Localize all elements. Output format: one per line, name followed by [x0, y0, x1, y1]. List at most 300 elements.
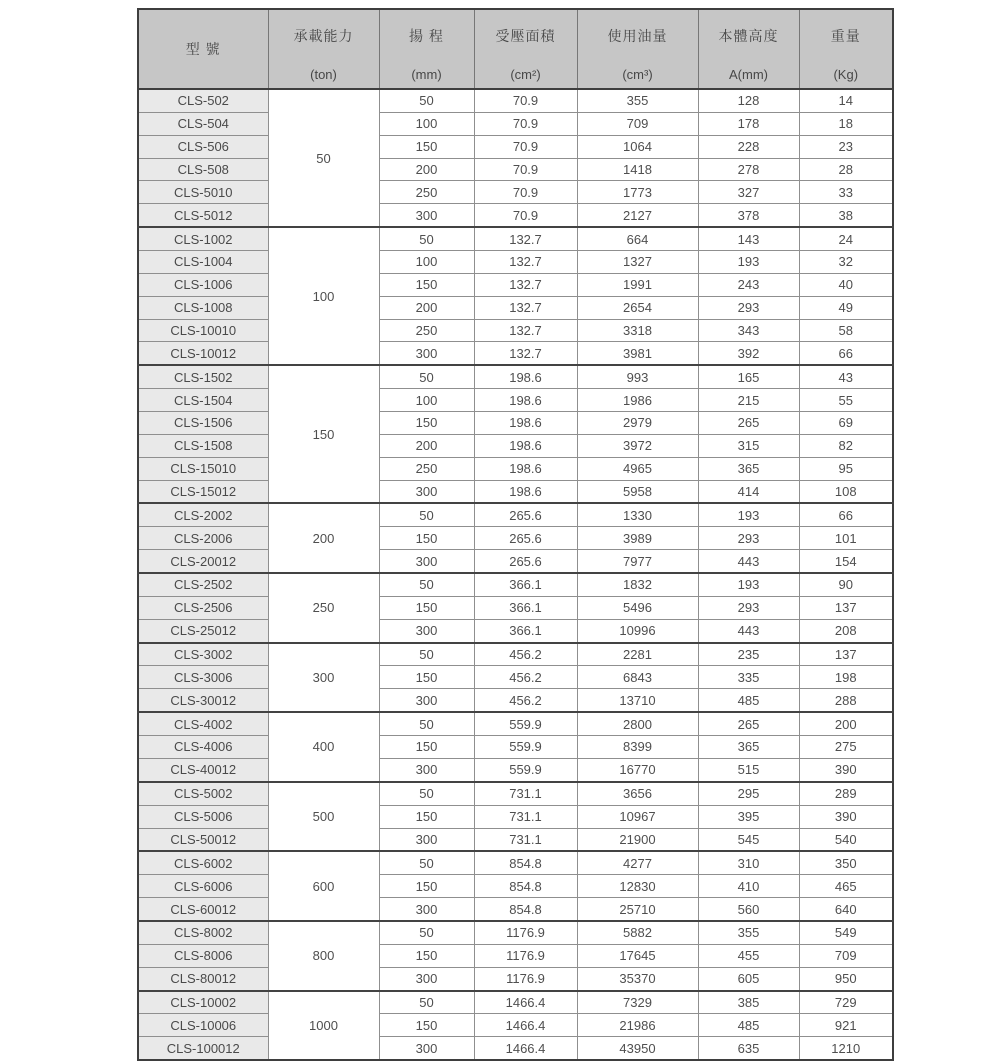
value-cell: 12830 — [577, 875, 698, 898]
value-cell: 640 — [799, 898, 893, 921]
value-cell: 66 — [799, 342, 893, 365]
model-cell: CLS-30012 — [138, 689, 268, 712]
capacity-cell: 1000 — [268, 991, 379, 1061]
table-row — [138, 666, 893, 689]
capacity-cell: 150 — [268, 365, 379, 503]
value-cell: 32 — [799, 251, 893, 274]
column-unit: (Kg) — [833, 67, 859, 82]
value-cell: 300 — [379, 204, 474, 227]
value-cell: 70.9 — [474, 158, 577, 181]
value-cell: 2800 — [577, 712, 698, 735]
header-row — [138, 9, 893, 89]
table-row — [138, 805, 893, 828]
value-cell: 17645 — [577, 944, 698, 967]
model-cell: CLS-504 — [138, 112, 268, 135]
value-cell: 300 — [379, 898, 474, 921]
value-cell: 43 — [799, 365, 893, 388]
column-title: 受壓面積 — [495, 28, 556, 44]
value-cell: 150 — [379, 944, 474, 967]
value-cell: 4965 — [577, 457, 698, 480]
value-cell: 100 — [379, 251, 474, 274]
value-cell: 731.1 — [474, 828, 577, 851]
value-cell: 1991 — [577, 273, 698, 296]
column-unit: (cm³) — [622, 67, 653, 82]
value-cell: 392 — [698, 342, 799, 365]
value-cell: 150 — [379, 805, 474, 828]
value-cell: 343 — [698, 319, 799, 342]
value-cell: 854.8 — [474, 875, 577, 898]
value-cell: 165 — [698, 365, 799, 388]
value-cell: 43950 — [577, 1037, 698, 1060]
value-cell: 50 — [379, 503, 474, 526]
value-cell: 200 — [379, 296, 474, 319]
value-cell: 278 — [698, 158, 799, 181]
value-cell: 150 — [379, 666, 474, 689]
table-row — [138, 412, 893, 435]
model-cell: CLS-2006 — [138, 527, 268, 550]
value-cell: 143 — [698, 227, 799, 250]
value-cell: 243 — [698, 273, 799, 296]
value-cell: 456.2 — [474, 643, 577, 666]
value-cell: 410 — [698, 875, 799, 898]
value-cell: 731.1 — [474, 805, 577, 828]
value-cell: 265 — [698, 712, 799, 735]
value-cell: 50 — [379, 89, 474, 112]
model-cell: CLS-502 — [138, 89, 268, 112]
value-cell: 28 — [799, 158, 893, 181]
model-cell: CLS-15010 — [138, 457, 268, 480]
model-cell: CLS-5006 — [138, 805, 268, 828]
table-row — [138, 112, 893, 135]
value-cell: 545 — [698, 828, 799, 851]
model-cell: CLS-508 — [138, 158, 268, 181]
value-cell: 293 — [698, 596, 799, 619]
value-cell: 198.6 — [474, 412, 577, 435]
table-row — [138, 758, 893, 781]
model-cell: CLS-60012 — [138, 898, 268, 921]
col-header-capacity — [268, 9, 379, 89]
model-cell: CLS-40012 — [138, 758, 268, 781]
value-cell: 1064 — [577, 135, 698, 158]
value-cell: 132.7 — [474, 342, 577, 365]
model-cell: CLS-10012 — [138, 342, 268, 365]
model-cell: CLS-1504 — [138, 389, 268, 412]
column-title: 揚 程 — [409, 28, 444, 44]
value-cell: 69 — [799, 412, 893, 435]
value-cell: 456.2 — [474, 666, 577, 689]
column-title: 承載能力 — [293, 28, 354, 44]
value-cell: 198 — [799, 666, 893, 689]
value-cell: 300 — [379, 828, 474, 851]
value-cell: 128 — [698, 89, 799, 112]
model-cell: CLS-1506 — [138, 412, 268, 435]
column-unit: A(mm) — [729, 67, 768, 82]
value-cell: 193 — [698, 251, 799, 274]
model-cell: CLS-1502 — [138, 365, 268, 388]
value-cell: 390 — [799, 758, 893, 781]
value-cell: 3972 — [577, 434, 698, 457]
value-cell: 293 — [698, 296, 799, 319]
value-cell: 355 — [698, 921, 799, 944]
value-cell: 193 — [698, 573, 799, 596]
value-cell: 1176.9 — [474, 944, 577, 967]
value-cell: 605 — [698, 967, 799, 990]
value-cell: 664 — [577, 227, 698, 250]
table-row — [138, 875, 893, 898]
value-cell: 549 — [799, 921, 893, 944]
table-row — [138, 782, 893, 805]
value-cell: 198.6 — [474, 389, 577, 412]
table-row — [138, 1037, 893, 1060]
value-cell: 208 — [799, 619, 893, 642]
value-cell: 3318 — [577, 319, 698, 342]
value-cell: 50 — [379, 851, 474, 874]
value-cell: 13710 — [577, 689, 698, 712]
table-row — [138, 296, 893, 319]
value-cell: 854.8 — [474, 851, 577, 874]
value-cell: 335 — [698, 666, 799, 689]
table-row — [138, 596, 893, 619]
value-cell: 50 — [379, 573, 474, 596]
value-cell: 300 — [379, 967, 474, 990]
value-cell: 465 — [799, 875, 893, 898]
table-row — [138, 527, 893, 550]
value-cell: 1832 — [577, 573, 698, 596]
value-cell: 921 — [799, 1014, 893, 1037]
table-row — [138, 204, 893, 227]
value-cell: 2281 — [577, 643, 698, 666]
value-cell: 198.6 — [474, 365, 577, 388]
model-cell: CLS-50012 — [138, 828, 268, 851]
value-cell: 95 — [799, 457, 893, 480]
model-cell: CLS-2002 — [138, 503, 268, 526]
model-cell: CLS-1008 — [138, 296, 268, 319]
model-cell: CLS-3002 — [138, 643, 268, 666]
value-cell: 414 — [698, 480, 799, 503]
table-row — [138, 898, 893, 921]
value-cell: 132.7 — [474, 251, 577, 274]
value-cell: 1330 — [577, 503, 698, 526]
value-cell: 3981 — [577, 342, 698, 365]
value-cell: 100 — [379, 389, 474, 412]
model-cell: CLS-10006 — [138, 1014, 268, 1037]
value-cell: 559.9 — [474, 736, 577, 759]
model-cell: CLS-2506 — [138, 596, 268, 619]
value-cell: 378 — [698, 204, 799, 227]
value-cell: 228 — [698, 135, 799, 158]
value-cell: 154 — [799, 550, 893, 573]
value-cell: 7977 — [577, 550, 698, 573]
table-row — [138, 342, 893, 365]
value-cell: 854.8 — [474, 898, 577, 921]
value-cell: 40 — [799, 273, 893, 296]
value-cell: 50 — [379, 227, 474, 250]
value-cell: 235 — [698, 643, 799, 666]
value-cell: 8399 — [577, 736, 698, 759]
value-cell: 250 — [379, 181, 474, 204]
value-cell: 443 — [698, 550, 799, 573]
model-cell: CLS-4006 — [138, 736, 268, 759]
model-cell: CLS-5012 — [138, 204, 268, 227]
value-cell: 38 — [799, 204, 893, 227]
table-row — [138, 689, 893, 712]
value-cell: 150 — [379, 135, 474, 158]
value-cell: 3989 — [577, 527, 698, 550]
value-cell: 10967 — [577, 805, 698, 828]
table-row — [138, 227, 893, 250]
value-cell: 198.6 — [474, 480, 577, 503]
value-cell: 385 — [698, 991, 799, 1014]
table-row — [138, 944, 893, 967]
capacity-cell: 300 — [268, 643, 379, 713]
table-row — [138, 619, 893, 642]
table-row — [138, 550, 893, 573]
value-cell: 1176.9 — [474, 967, 577, 990]
model-cell: CLS-6002 — [138, 851, 268, 874]
value-cell: 50 — [379, 782, 474, 805]
value-cell: 390 — [799, 805, 893, 828]
value-cell: 150 — [379, 596, 474, 619]
table-row — [138, 365, 893, 388]
value-cell: 1466.4 — [474, 1037, 577, 1060]
capacity-cell: 50 — [268, 89, 379, 227]
spec-table — [137, 8, 894, 1061]
value-cell: 300 — [379, 550, 474, 573]
value-cell: 485 — [698, 1014, 799, 1037]
col-header-weight — [799, 9, 893, 89]
value-cell: 5496 — [577, 596, 698, 619]
model-cell: CLS-2502 — [138, 573, 268, 596]
table-row — [138, 1014, 893, 1037]
table-row — [138, 921, 893, 944]
table-row — [138, 828, 893, 851]
table-row — [138, 158, 893, 181]
value-cell: 18 — [799, 112, 893, 135]
table-row — [138, 135, 893, 158]
value-cell: 366.1 — [474, 596, 577, 619]
value-cell: 3656 — [577, 782, 698, 805]
value-cell: 1986 — [577, 389, 698, 412]
value-cell: 250 — [379, 319, 474, 342]
table-row — [138, 643, 893, 666]
value-cell: 293 — [698, 527, 799, 550]
table-row — [138, 736, 893, 759]
value-cell: 6843 — [577, 666, 698, 689]
model-cell: CLS-100012 — [138, 1037, 268, 1060]
value-cell: 200 — [379, 434, 474, 457]
value-cell: 198.6 — [474, 434, 577, 457]
value-cell: 731.1 — [474, 782, 577, 805]
value-cell: 300 — [379, 480, 474, 503]
value-cell: 66 — [799, 503, 893, 526]
value-cell: 21986 — [577, 1014, 698, 1037]
value-cell: 265.6 — [474, 550, 577, 573]
table-row — [138, 851, 893, 874]
value-cell: 198.6 — [474, 457, 577, 480]
value-cell: 2127 — [577, 204, 698, 227]
model-cell: CLS-1508 — [138, 434, 268, 457]
model-cell: CLS-6006 — [138, 875, 268, 898]
model-cell: CLS-8002 — [138, 921, 268, 944]
value-cell: 635 — [698, 1037, 799, 1060]
model-cell: CLS-4002 — [138, 712, 268, 735]
value-cell: 137 — [799, 643, 893, 666]
table-row — [138, 181, 893, 204]
value-cell: 10996 — [577, 619, 698, 642]
value-cell: 200 — [799, 712, 893, 735]
capacity-cell: 200 — [268, 503, 379, 573]
value-cell: 150 — [379, 1014, 474, 1037]
value-cell: 150 — [379, 527, 474, 550]
value-cell: 365 — [698, 457, 799, 480]
value-cell: 250 — [379, 457, 474, 480]
table-row — [138, 89, 893, 112]
col-header-stroke — [379, 9, 474, 89]
value-cell: 150 — [379, 875, 474, 898]
value-cell: 132.7 — [474, 319, 577, 342]
value-cell: 24 — [799, 227, 893, 250]
model-cell: CLS-1006 — [138, 273, 268, 296]
table-row — [138, 712, 893, 735]
table-row — [138, 457, 893, 480]
model-cell: CLS-8006 — [138, 944, 268, 967]
value-cell: 559.9 — [474, 712, 577, 735]
model-cell: CLS-10002 — [138, 991, 268, 1014]
model-cell: CLS-3006 — [138, 666, 268, 689]
model-cell: CLS-10010 — [138, 319, 268, 342]
table-row — [138, 251, 893, 274]
model-cell: CLS-5010 — [138, 181, 268, 204]
value-cell: 5958 — [577, 480, 698, 503]
table-row — [138, 991, 893, 1014]
value-cell: 1176.9 — [474, 921, 577, 944]
value-cell: 150 — [379, 736, 474, 759]
model-cell: CLS-20012 — [138, 550, 268, 573]
table-row — [138, 273, 893, 296]
value-cell: 265 — [698, 412, 799, 435]
value-cell: 456.2 — [474, 689, 577, 712]
value-cell: 729 — [799, 991, 893, 1014]
value-cell: 70.9 — [474, 135, 577, 158]
value-cell: 289 — [799, 782, 893, 805]
value-cell: 55 — [799, 389, 893, 412]
value-cell: 365 — [698, 736, 799, 759]
capacity-cell: 500 — [268, 782, 379, 852]
col-header-pressure-area — [474, 9, 577, 89]
value-cell: 540 — [799, 828, 893, 851]
value-cell: 993 — [577, 365, 698, 388]
value-cell: 132.7 — [474, 296, 577, 319]
value-cell: 366.1 — [474, 573, 577, 596]
column-title: 本體高度 — [718, 28, 779, 44]
model-cell: CLS-1002 — [138, 227, 268, 250]
model-cell: CLS-5002 — [138, 782, 268, 805]
model-cell: CLS-15012 — [138, 480, 268, 503]
value-cell: 4277 — [577, 851, 698, 874]
column-title: 重量 — [830, 28, 861, 44]
value-cell: 50 — [379, 365, 474, 388]
value-cell: 275 — [799, 736, 893, 759]
value-cell: 315 — [698, 434, 799, 457]
value-cell: 35370 — [577, 967, 698, 990]
value-cell: 100 — [379, 112, 474, 135]
value-cell: 560 — [698, 898, 799, 921]
value-cell: 50 — [379, 712, 474, 735]
column-unit: (mm) — [411, 67, 442, 82]
capacity-cell: 600 — [268, 851, 379, 921]
column-title: 使用油量 — [607, 28, 668, 44]
value-cell: 178 — [698, 112, 799, 135]
value-cell: 310 — [698, 851, 799, 874]
value-cell: 559.9 — [474, 758, 577, 781]
column-title: 型 號 — [185, 41, 221, 57]
value-cell: 101 — [799, 527, 893, 550]
model-cell: CLS-25012 — [138, 619, 268, 642]
value-cell: 327 — [698, 181, 799, 204]
column-unit: (cm²) — [510, 67, 541, 82]
value-cell: 50 — [379, 643, 474, 666]
capacity-cell: 400 — [268, 712, 379, 782]
value-cell: 300 — [379, 1037, 474, 1060]
value-cell: 2654 — [577, 296, 698, 319]
value-cell: 215 — [698, 389, 799, 412]
table-row — [138, 319, 893, 342]
value-cell: 70.9 — [474, 112, 577, 135]
value-cell: 485 — [698, 689, 799, 712]
value-cell: 1466.4 — [474, 991, 577, 1014]
table-row — [138, 503, 893, 526]
value-cell: 1773 — [577, 181, 698, 204]
value-cell: 300 — [379, 619, 474, 642]
table-row — [138, 480, 893, 503]
table-row — [138, 434, 893, 457]
model-cell: CLS-80012 — [138, 967, 268, 990]
column-unit: (ton) — [310, 67, 337, 82]
value-cell: 366.1 — [474, 619, 577, 642]
value-cell: 1466.4 — [474, 1014, 577, 1037]
value-cell: 90 — [799, 573, 893, 596]
value-cell: 150 — [379, 273, 474, 296]
value-cell: 58 — [799, 319, 893, 342]
value-cell: 300 — [379, 758, 474, 781]
value-cell: 265.6 — [474, 503, 577, 526]
capacity-cell: 800 — [268, 921, 379, 991]
capacity-cell: 250 — [268, 573, 379, 643]
value-cell: 265.6 — [474, 527, 577, 550]
value-cell: 1418 — [577, 158, 698, 181]
value-cell: 443 — [698, 619, 799, 642]
spec-table-body — [138, 89, 893, 1060]
value-cell: 70.9 — [474, 89, 577, 112]
value-cell: 132.7 — [474, 273, 577, 296]
model-cell: CLS-1004 — [138, 251, 268, 274]
value-cell: 150 — [379, 412, 474, 435]
value-cell: 288 — [799, 689, 893, 712]
value-cell: 295 — [698, 782, 799, 805]
col-header-oil-volume — [577, 9, 698, 89]
value-cell: 193 — [698, 503, 799, 526]
value-cell: 709 — [577, 112, 698, 135]
value-cell: 515 — [698, 758, 799, 781]
model-cell: CLS-506 — [138, 135, 268, 158]
value-cell: 50 — [379, 991, 474, 1014]
table-row — [138, 573, 893, 596]
value-cell: 14 — [799, 89, 893, 112]
value-cell: 25710 — [577, 898, 698, 921]
value-cell: 50 — [379, 921, 474, 944]
value-cell: 108 — [799, 480, 893, 503]
col-header-body-height — [698, 9, 799, 89]
